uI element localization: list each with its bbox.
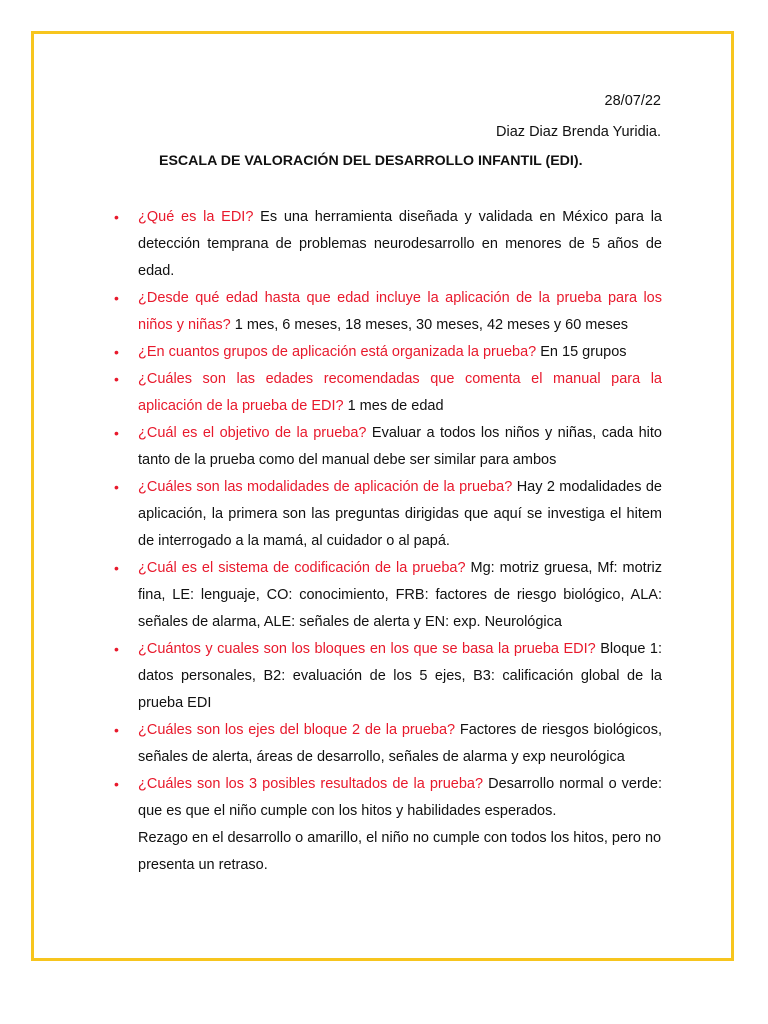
list-item [114, 420, 662, 474]
answer-text: 1 mes, 6 meses, 18 meses, 30 meses, 42 meses y 60 meses [234, 317, 629, 333]
list-item [114, 474, 662, 555]
question-text: ¿En cuantos grupos de aplicación está organizada la prueba? [138, 344, 537, 360]
bullet-icon: • [114, 371, 119, 387]
bullet-icon: • [114, 560, 119, 576]
bullet-icon: • [114, 209, 119, 225]
bullet-icon: • [114, 479, 119, 495]
list-item [114, 717, 662, 771]
answer-text: Desarrollo normal o verde: que es que el niño cumple con los hitos y habilidades esperados. [138, 776, 662, 819]
answer-text: Factores de riesgos biológicos, señales de alerta, áreas de desarrollo, señales de alarma y exp neurológica [138, 722, 662, 765]
bullet-icon: • [114, 290, 119, 306]
answer-text: Hay 2 modalidades de aplicación, la primera son las preguntas dirigidas que aquí se investiga el hitem de interrogado a la mamá, al cuidador o al papá. [138, 479, 662, 549]
question-text: ¿Desde qué edad hasta que edad incluye la aplicación de la prueba para los niños y niñas? [138, 290, 662, 333]
question-list [114, 204, 662, 879]
bullet-icon: • [114, 344, 119, 360]
list-item [114, 285, 662, 339]
question-text: ¿Cuál es el sistema de codificación de la prueba? [138, 560, 466, 576]
question-text: ¿Cuáles son las modalidades de aplicación de la prueba? [138, 479, 513, 495]
answer-text: Es una herramienta diseñada y validada en México para la detección temprana de problemas neurodesarrollo en menores de 5 años de edad. [138, 209, 662, 279]
question-text: ¿Cuáles son los ejes del bloque 2 de la prueba? [138, 722, 456, 738]
document-title: ESCALA DE VALORACIÓN DEL DESARROLLO INFANTIL (EDI). [159, 153, 583, 169]
document-date: 28/07/22 [604, 93, 661, 109]
list-item [114, 204, 662, 285]
answer-text: Bloque 1: datos personales, B2: evaluación de los 5 ejes, B3: calificación global de la prueba EDI [138, 641, 662, 711]
author-name: Diaz Diaz Brenda Yuridia. [496, 124, 661, 140]
bullet-icon: • [114, 425, 119, 441]
list-item [114, 339, 662, 366]
list-item [114, 771, 662, 879]
question-text: ¿Cuáles son los 3 posibles resultados de la prueba? [138, 776, 484, 792]
question-text: ¿Cuáles son las edades recomendadas que comenta el manual para la aplicación de la prueba de EDI? [138, 371, 662, 414]
list-item [114, 636, 662, 717]
bullet-icon: • [114, 641, 119, 657]
question-text: ¿Qué es la EDI? [138, 209, 254, 225]
answer-extra-text: Rezago en el desarrollo o amarillo, el niño no cumple con todos los hitos, pero no presenta un retraso. [138, 830, 662, 873]
answer-text: Mg: motriz gruesa, Mf: motriz fina, LE: lenguaje, CO: conocimiento, FRB: factores de riesgo biológico, ALA: señales de alarma, ALE: señales de alerta y EN: exp. Neurológica [138, 560, 663, 630]
list-item [114, 366, 662, 420]
answer-text: Evaluar a todos los niños y niñas, cada hito tanto de la prueba como del manual debe ser similar para ambos [138, 425, 662, 468]
answer-text: 1 mes de edad [347, 398, 444, 414]
question-text: ¿Cuál es el objetivo de la prueba? [138, 425, 367, 441]
question-text: ¿Cuántos y cuales son los bloques en los que se basa la prueba EDI? [138, 641, 596, 657]
bullet-icon: • [114, 722, 119, 738]
answer-text: En 15 grupos [540, 344, 627, 360]
bullet-icon: • [114, 776, 119, 792]
list-item [114, 555, 662, 636]
